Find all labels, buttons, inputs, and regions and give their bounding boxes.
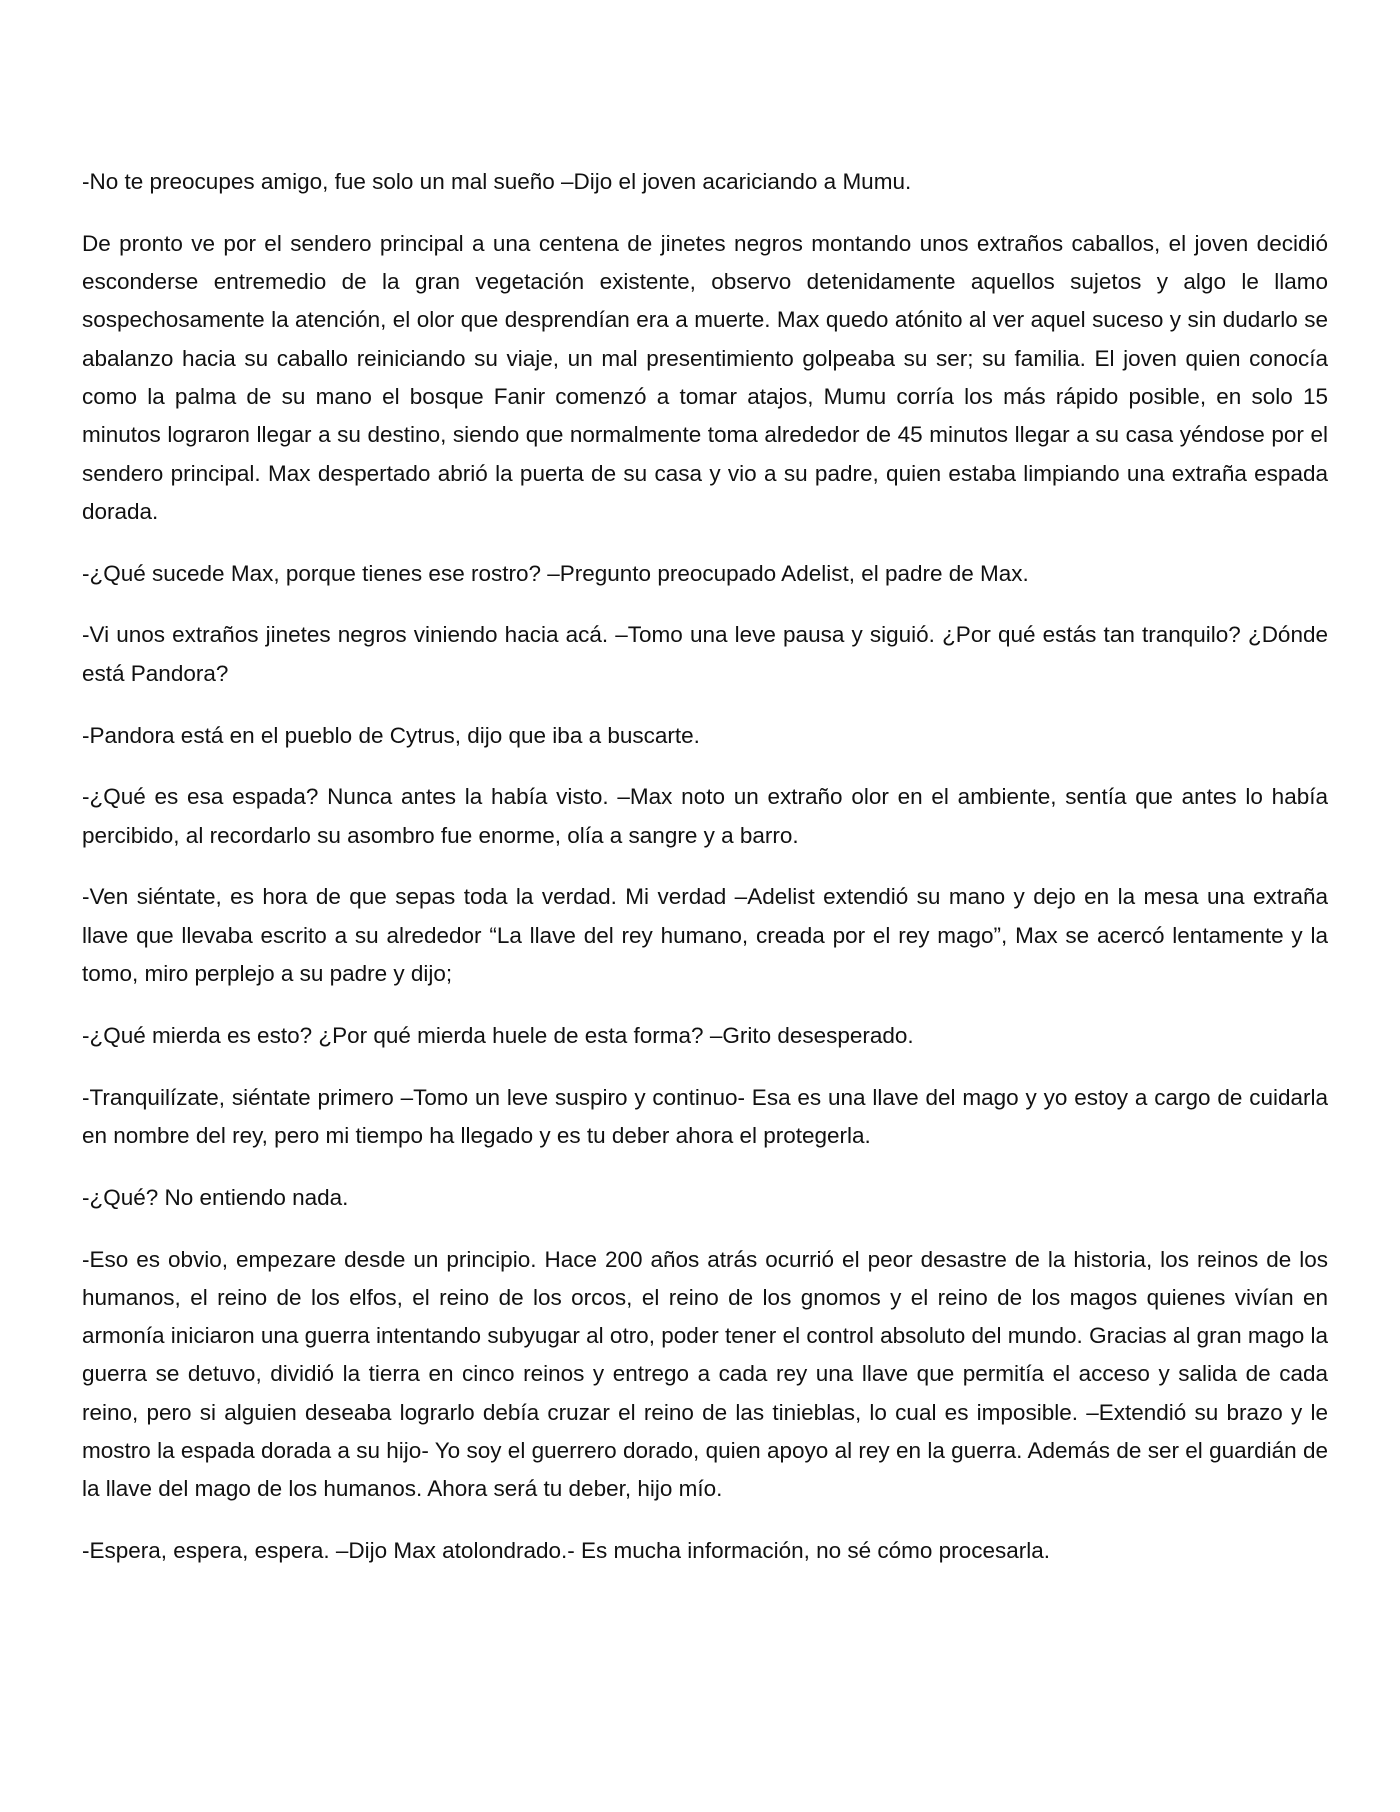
paragraph-7: -Ven siéntate, es hora de que sepas toda la verdad. Mi verdad –Adelist extendió su mano y dejo en la mesa una extraña llave que llevaba escrito a su alrededor “La llave del rey humano, creada por el rey mago”, Max se acercó lentamente y la tomo, miro perplejo a su padre y dijo; — [82, 884, 1328, 987]
paragraph-1: -No te preocupes amigo, fue solo un mal sueño –Dijo el joven acariciando a Mumu. — [82, 169, 912, 194]
paragraph-5: -Pandora está en el pueblo de Cytrus, dijo que iba a buscarte. — [82, 722, 700, 748]
paragraph-3: -¿Qué sucede Max, porque tienes ese rostro? –Pregunto preocupado Adelist, el padre de Max. — [82, 560, 1029, 586]
paragraph-9: -Tranquilízate, siéntate primero –Tomo un leve suspiro y continuo- Esa es una llave del mago y yo estoy a cargo de cuidarla en nombre del rey, pero mi tiempo ha llegado y es tu deber ahora el protegerla. — [82, 1084, 1328, 1148]
paragraph-4: -Vi unos extraños jinetes negros viniendo hacia acá. –Tomo una leve pausa y siguió. ¿Por qué estás tan tranquilo? ¿Dónde está Pandora? — [82, 622, 1328, 686]
paragraph-12: -Espera, espera, espera. –Dijo Max atolondrado.- Es mucha información, no sé cómo procesarla. — [82, 1538, 1050, 1564]
paragraph-6: -¿Qué es esa espada? Nunca antes la había visto. –Max noto un extraño olor en el ambiente, sentía que antes lo había percibido, al recordarlo su asombro fue enorme, olía a sangre y a barro. — [82, 784, 1328, 848]
paragraph-2: De pronto ve por el sendero principal a una centena de jinetes negros montando unos extraños caballos, el joven decidió esconderse entremedio de la gran vegetación existente, observo detenidamente aquellos sujetos y algo le llamo sospechosamente la atención, el olor que desprendían era a muerte. Max quedo atónito al ver aquel suceso y sin dudarlo se abalanzo hacia su caballo reiniciando su viaje, un mal presentimiento golpeaba su ser; su familia. El joven quien conocía como la palma de su mano el bosque Fanir comenzó a tomar atajos, Mumu corría los más rápido posible, en solo 15 minutos lograron llegar a su destino, siendo que normalmente toma alrededor de 45 minutos llegar a su casa yéndose por el sendero principal. Max despertado abrió la puerta de su casa y vio a su padre, quien estaba limpiando una extraña espada dorada. — [82, 230, 1328, 524]
paragraph-10: -¿Qué? No entiendo nada. — [82, 1184, 349, 1210]
paragraph-8: -¿Qué mierda es esto? ¿Por qué mierda huele de esta forma? –Grito desesperado. — [82, 1022, 914, 1048]
paragraph-11: -Eso es obvio, empezare desde un principio. Hace 200 años atrás ocurrió el peor desastre de la historia, los reinos de los humanos, el reino de los elfos, el reino de los orcos, el reino de los gnomos y el reino de los magos quienes vivían en armonía iniciaron una guerra intentando subyugar al otro, poder tener el control absoluto del mundo. Gracias al gran mago la guerra se detuvo, dividió la tierra en cinco reinos y entrego a cada rey una llave que permitía el acceso y salida de cada reino, pero si alguien deseaba lograrlo debía cruzar el reino de las tinieblas, lo cual es imposible. –Extendió su brazo y le mostro la espada dorada a su hijo- Yo soy el guerrero dorado, quien apoyo al rey en la guerra. Además de ser el guardián de la llave del mago de los humanos. Ahora será tu deber, hijo mío. — [82, 1246, 1328, 1502]
story-text — [82, 163, 1328, 1594]
